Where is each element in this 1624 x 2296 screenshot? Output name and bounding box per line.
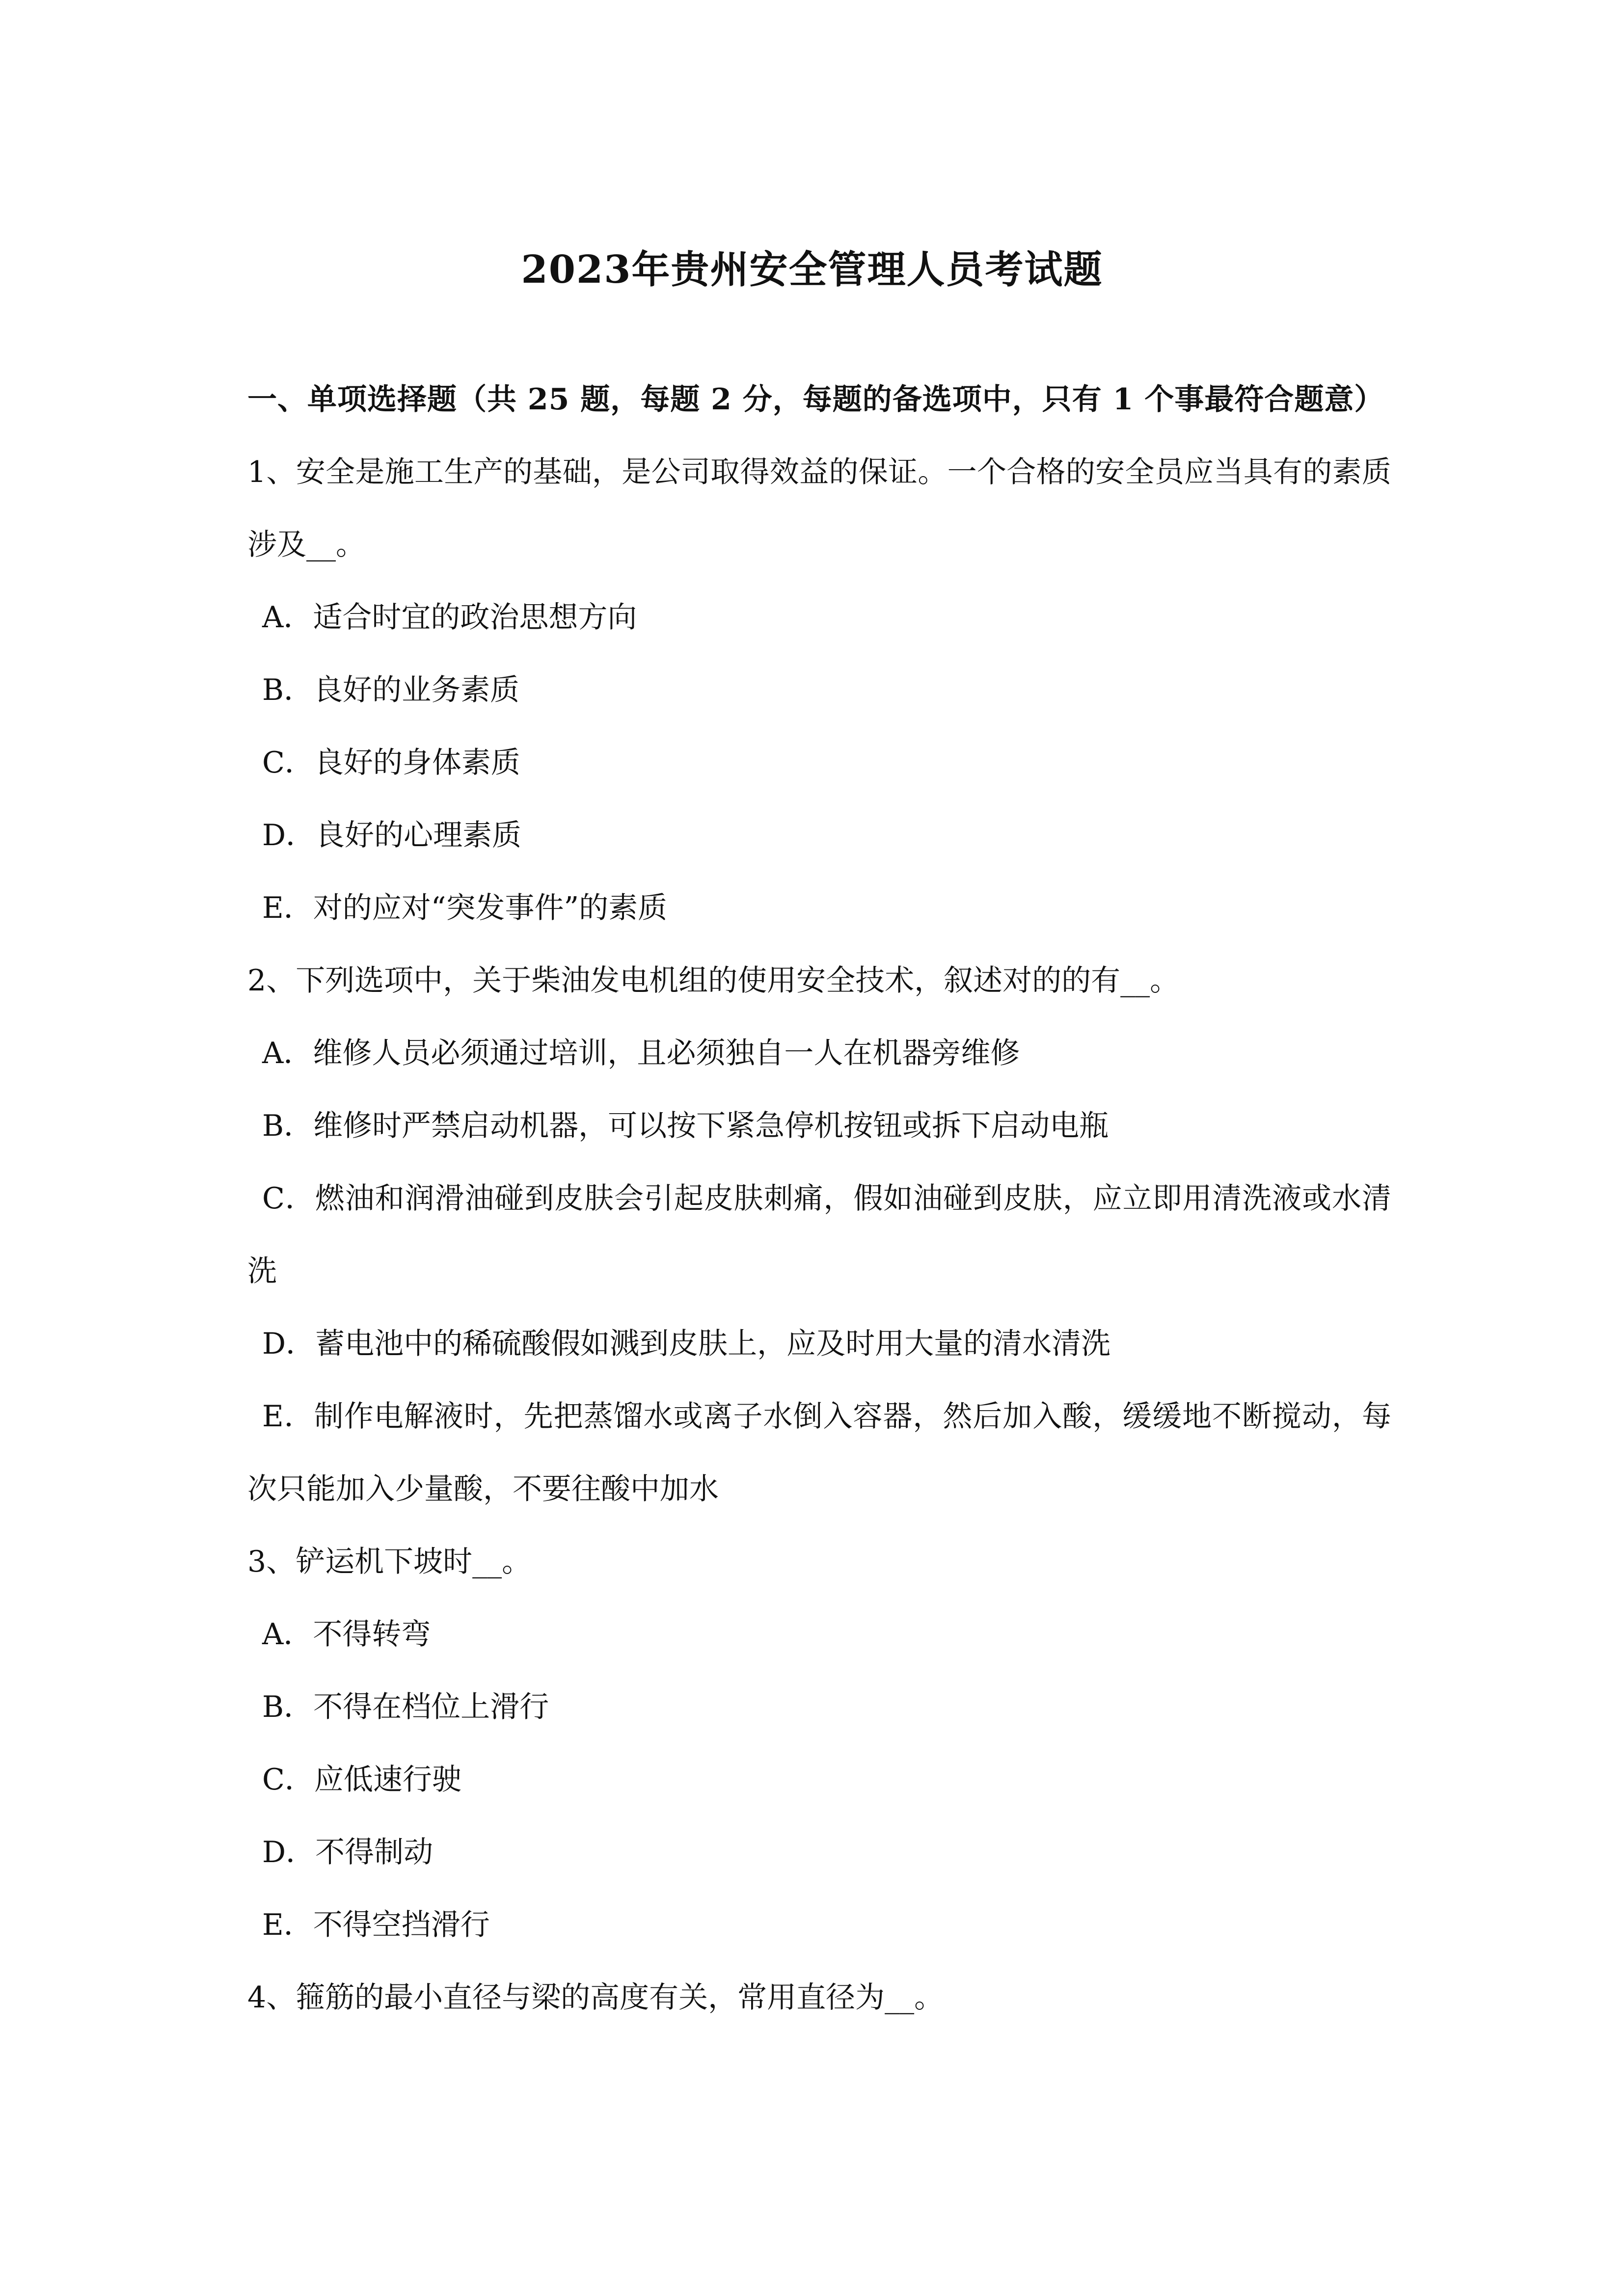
option-letter: A (262, 1036, 284, 1070)
option-1-B (247, 654, 1391, 726)
option-letter: A (262, 600, 284, 635)
question-number: 1 (247, 455, 267, 489)
option-1-C (247, 726, 1391, 799)
question-number-separator: 、 (266, 455, 296, 489)
option-letter: B (262, 1109, 284, 1143)
option-letter-separator: ． (283, 1617, 313, 1652)
option-text: 对的应对“突发事件”的素质 (313, 891, 668, 925)
question-2 (247, 944, 1391, 1017)
question-number: 4 (247, 1980, 267, 2015)
option-text: 燃油和润滑油碰到皮肤会引起皮肤刺痛，假如油碰到皮肤，应立即用清洗液或水清洗 (247, 1181, 1391, 1288)
option-letter: D (262, 818, 286, 853)
option-text: 维修时严禁启动机器，可以按下紧急停机按钮或拆下启动电瓶 (313, 1109, 1109, 1143)
option-letter: C (262, 746, 285, 780)
option-text: 不得空挡滑行 (313, 1908, 490, 1942)
option-letter: C (262, 1181, 285, 1216)
option-text: 良好的心理素质 (315, 818, 522, 853)
option-letter-separator: ． (284, 1690, 314, 1724)
option-text: 不得在档位上滑行 (313, 1690, 549, 1724)
option-2-C (247, 1162, 1391, 1308)
option-letter-separator: ． (283, 1908, 313, 1942)
question-number: 2 (247, 963, 267, 998)
option-letter: E (262, 1908, 284, 1942)
option-text: 不得制动 (315, 1835, 433, 1869)
option-2-D (247, 1308, 1391, 1380)
option-3-A (247, 1598, 1391, 1671)
option-letter-separator: ． (286, 818, 316, 853)
question-1 (247, 436, 1391, 581)
option-2-E (247, 1380, 1391, 1525)
option-letter-separator: ． (283, 600, 313, 635)
option-3-C (247, 1743, 1391, 1816)
question-text: 铲运机下坡时__。 (296, 1545, 532, 1579)
option-letter-separator: ． (284, 1762, 314, 1797)
option-2-B (247, 1090, 1391, 1162)
option-letter: D (262, 1327, 286, 1361)
option-letter-separator: ． (286, 1835, 316, 1869)
question-text: 下列选项中，关于柴油发电机组的使用安全技术，叙述对的的有__。 (296, 963, 1180, 998)
option-letter: C (262, 1762, 285, 1797)
option-text: 不得转弯 (313, 1617, 431, 1652)
option-letter: E (262, 1399, 284, 1434)
option-letter: E (262, 891, 284, 925)
document-body (247, 363, 1391, 2034)
option-text: 制作电解液时，先把蒸馏水或离子水倒入容器，然后加入酸，缓缓地不断搅动，每次只能加入少量酸，不要往酸中加水 (247, 1399, 1392, 1506)
option-letter: A (262, 1617, 284, 1652)
option-letter-separator: ． (284, 673, 314, 707)
question-number: 3 (247, 1545, 267, 1579)
option-1-D (247, 799, 1391, 872)
question-number-separator: 、 (266, 1545, 296, 1579)
question-number-separator: 、 (266, 1980, 296, 2015)
option-letter-separator: ． (284, 1181, 315, 1216)
option-letter-separator: ． (284, 1109, 314, 1143)
option-text: 应低速行驶 (314, 1762, 461, 1797)
option-text: 维修人员必须通过培训，且必须独自一人在机器旁维修 (313, 1036, 1020, 1070)
option-letter: D (262, 1835, 286, 1869)
question-list (247, 436, 1391, 2034)
option-text: 蓄电池中的稀硫酸假如溅到皮肤上，应及时用大量的清水清洗 (315, 1327, 1111, 1361)
option-letter-separator: ． (283, 1399, 314, 1434)
option-1-A (247, 581, 1391, 654)
option-letter: B (262, 1690, 284, 1724)
option-letter-separator: ． (286, 1327, 316, 1361)
option-letter-separator: ． (284, 746, 314, 780)
option-2-A (247, 1017, 1391, 1090)
option-3-D (247, 1816, 1391, 1889)
question-4 (247, 1961, 1391, 2034)
question-text: 安全是施工生产的基础，是公司取得效益的保证。一个合格的安全员应当具有的素质涉及__。 (247, 455, 1392, 562)
question-number-separator: 、 (266, 963, 296, 998)
question-3 (247, 1525, 1391, 1598)
option-3-E (247, 1889, 1391, 1961)
option-letter-separator: ． (283, 1036, 313, 1070)
option-letter-separator: ． (283, 891, 313, 925)
question-text: 箍筋的最小直径与梁的高度有关，常用直径为__。 (296, 1980, 944, 2015)
option-text: 良好的业务素质 (313, 673, 520, 707)
option-3-B (247, 1671, 1391, 1743)
option-letter: B (262, 673, 284, 707)
section-heading: 一、单项选择题（共 25 题，每题 2 分，每题的备选项中，只有 1 个事最符合题意） (247, 382, 1384, 417)
option-text: 适合时宜的政治思想方向 (313, 600, 637, 635)
option-1-E (247, 872, 1391, 944)
option-text: 良好的身体素质 (314, 746, 520, 780)
page-title: 2023年贵州安全管理人员考试题 (521, 247, 1103, 292)
